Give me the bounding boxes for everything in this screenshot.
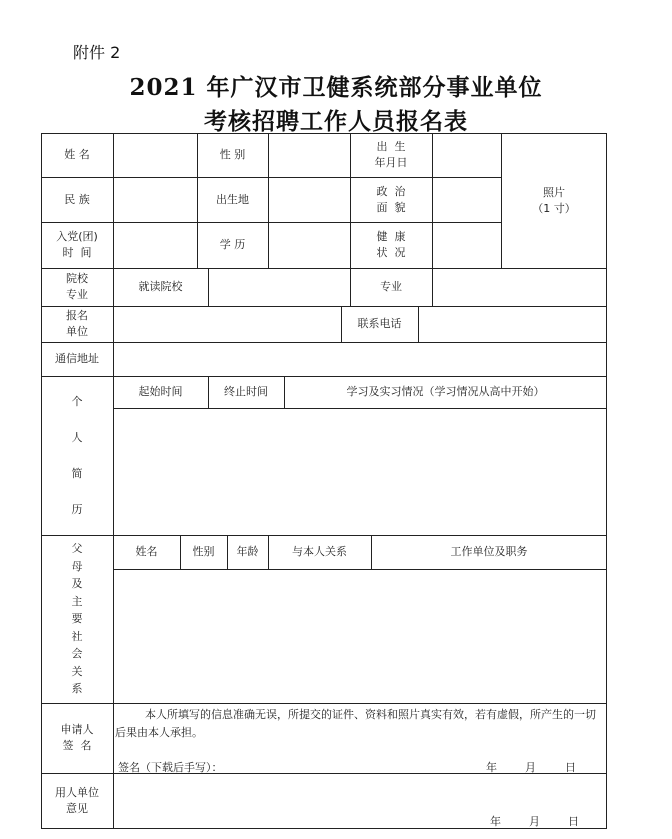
label-resume: 个 人 简 历 <box>71 394 83 516</box>
signature-field[interactable] <box>240 754 480 772</box>
attachment-label: 附件 2 <box>73 43 121 62</box>
school-field[interactable] <box>208 268 350 306</box>
apply-unit-field[interactable] <box>113 306 341 342</box>
political-field[interactable] <box>432 177 501 222</box>
family-gender-header: 性别 <box>192 545 215 558</box>
applicant-year: 年 <box>486 761 497 774</box>
signature-label: 签名（下载后手写）： <box>118 761 223 774</box>
label-political: 政 治 面 貌 <box>376 184 406 214</box>
label-party-join: 入党(团) 时 间 <box>56 230 98 259</box>
form-title-line1: 2021 年广汉市卫健系统部分事业单位 <box>129 74 543 101</box>
label-employer: 用人单位 意见 <box>55 786 99 815</box>
label-phone: 联系电话 <box>357 317 402 330</box>
resume-study-header: 学习及实习情况（学习情况从高中开始） <box>346 385 545 398</box>
birthplace-field[interactable] <box>268 177 350 222</box>
employer-day: 日 <box>568 815 579 828</box>
major-field[interactable] <box>432 268 607 306</box>
employer-year: 年 <box>490 815 501 828</box>
label-ethnicity: 民 族 <box>64 192 90 206</box>
applicant-day: 日 <box>565 761 576 774</box>
label-applicant: 申请人 签 名 <box>60 723 94 752</box>
health-field[interactable] <box>432 222 501 268</box>
label-school-major: 院校 专业 <box>66 272 88 301</box>
label-address: 通信地址 <box>55 352 99 365</box>
label-health: 健 康 状 况 <box>376 230 406 259</box>
education-field[interactable] <box>268 222 350 268</box>
name-field[interactable] <box>113 133 197 177</box>
address-field[interactable] <box>113 342 607 376</box>
family-content-area[interactable] <box>113 569 607 703</box>
family-work-header: 工作单位及职务 <box>450 545 528 558</box>
family-relation-header: 与本人关系 <box>292 545 347 558</box>
label-family: 父 母 及 主 要 社 会 关 系 <box>71 542 83 696</box>
applicant-month: 月 <box>525 761 536 774</box>
label-apply-unit: 报名 单位 <box>66 309 88 338</box>
family-age-header: 年龄 <box>236 545 259 558</box>
family-name-header: 姓名 <box>135 545 158 558</box>
declaration-text: 本人所填写的信息准确无误，所提交的证件、资料和照片真实有效，若有虚假，所产生的一切后果由本人承担。 <box>115 708 596 739</box>
resume-start-time-header: 起始时间 <box>138 385 183 398</box>
gender-field[interactable] <box>268 133 350 177</box>
resume-content-area[interactable] <box>113 408 607 535</box>
employer-month: 月 <box>529 815 540 828</box>
phone-field[interactable] <box>418 306 607 342</box>
label-education: 学 历 <box>219 238 246 251</box>
party-join-field[interactable] <box>113 222 197 268</box>
ethnicity-field[interactable] <box>113 177 197 222</box>
label-major: 专业 <box>380 280 402 293</box>
label-name: 姓 名 <box>64 148 90 161</box>
photo-area[interactable]: 照片 （1 寸） <box>532 185 576 215</box>
employer-opinion-field[interactable] <box>113 773 607 809</box>
birth-field[interactable] <box>432 133 501 177</box>
resume-end-time-header: 终止时间 <box>224 385 268 398</box>
label-school-attended: 就读院校 <box>138 280 183 293</box>
label-birth: 出 生 年月日 <box>374 140 408 169</box>
label-gender: 性 别 <box>219 148 246 161</box>
form-title-line2: 考核招聘工作人员报名表 <box>204 108 468 135</box>
label-birthplace: 出生地 <box>216 192 249 206</box>
